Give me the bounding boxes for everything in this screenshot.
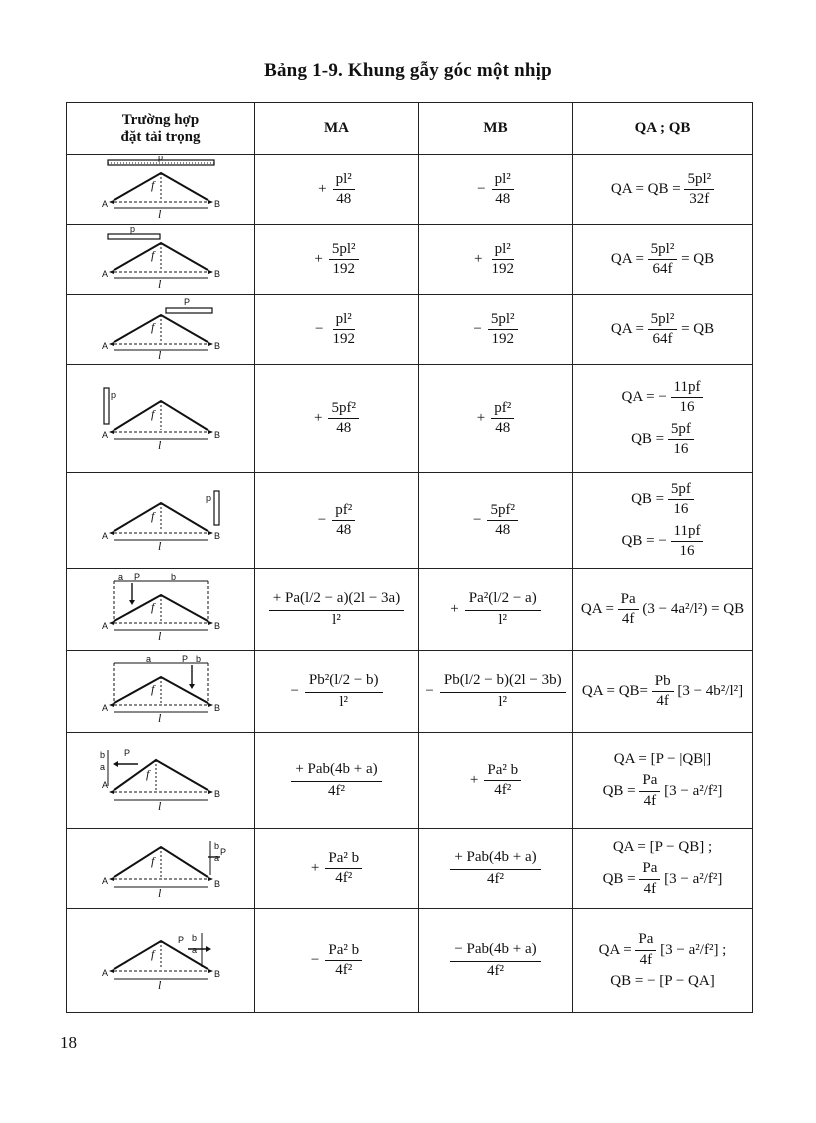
ma-sign: + <box>314 251 323 267</box>
ma-denominator: 4f² <box>335 870 353 886</box>
mb-fraction <box>484 762 521 800</box>
diagram-label-p: p <box>129 225 135 234</box>
ma-cell <box>255 225 419 295</box>
q-denominator: 16 <box>679 542 695 559</box>
ma-numerator: + Pab(4b + a) <box>291 761 381 781</box>
diagram-label-p: P <box>181 654 188 664</box>
mb-fraction <box>487 502 518 540</box>
mb-cell <box>419 295 573 365</box>
diagram-label-a-dim: a <box>145 654 151 664</box>
q-cell <box>573 909 753 1013</box>
diagram-label-p: P <box>133 572 140 582</box>
q-line <box>573 421 752 459</box>
q-denominator: 4f <box>643 792 657 809</box>
ma-numerator: pl² <box>333 311 355 330</box>
diagram-cell <box>67 569 255 651</box>
q-denominator: 16 <box>673 440 689 457</box>
ma-sign: − <box>315 321 324 337</box>
diagram-label-p: P <box>177 934 184 945</box>
ma-denominator: 4f² <box>335 962 353 978</box>
ma-fraction <box>325 942 362 980</box>
diagram-label-l: l <box>157 347 161 360</box>
ma-fraction <box>332 502 355 540</box>
ma-numerator: pl² <box>333 171 355 190</box>
q-fraction <box>671 379 704 417</box>
ma-numerator: Pa² b <box>325 850 362 869</box>
mb-cell <box>419 909 573 1013</box>
q-numerator: Pa <box>618 591 639 610</box>
ma-fraction <box>291 761 381 800</box>
q-left: QA = <box>598 941 632 958</box>
ma-cell <box>255 829 419 909</box>
ma-denominator: 4f² <box>327 782 345 799</box>
diagram-label-b-dim: b <box>195 654 201 664</box>
mb-denominator: l² <box>498 693 508 710</box>
q-denominator: 16 <box>673 501 689 518</box>
diagram-cell <box>67 909 255 1013</box>
q-left: QA = <box>610 321 644 337</box>
mb-fraction <box>465 590 541 629</box>
q-numerator: Pa <box>639 860 660 879</box>
q-fraction <box>652 673 674 711</box>
q-cell <box>573 155 753 225</box>
diagram-label-f: f <box>150 853 154 868</box>
q-right: = QB <box>681 321 715 337</box>
mb-numerator: Pa² b <box>484 762 521 781</box>
table-row <box>67 733 753 829</box>
mb-sign: + <box>469 772 479 788</box>
diagram-label-b: B <box>213 968 220 979</box>
table-row <box>67 473 753 569</box>
mb-cell <box>419 155 573 225</box>
q-line <box>573 481 752 519</box>
diagram-label-p: p <box>110 389 116 400</box>
ma-numerator: + Pa(l/2 − a)(2l − 3a) <box>269 590 404 610</box>
diagram-cell <box>67 155 255 225</box>
table-row <box>67 225 753 295</box>
mb-numerator: 5pl² <box>488 311 518 330</box>
diagram-label-f: f <box>145 766 149 781</box>
q-fraction <box>671 523 704 561</box>
mb-numerator: Pa²(l/2 − a) <box>465 590 541 610</box>
ma-fraction <box>329 311 358 349</box>
q-fraction <box>635 931 656 969</box>
q-cell <box>573 295 753 365</box>
q-denominator: 4f <box>643 880 657 897</box>
q-left: QB = − <box>621 532 667 549</box>
mb-sign: − <box>473 321 482 337</box>
mb-fraction <box>492 171 514 209</box>
ma-fraction <box>325 850 362 888</box>
diagram-label-b: B <box>213 340 220 351</box>
diagram-cell <box>67 733 255 829</box>
frame-diagram <box>96 296 226 360</box>
q-denominator: 4f <box>656 693 669 709</box>
mb-denominator: 4f² <box>494 782 512 798</box>
q-fraction <box>648 311 678 349</box>
diagram-label-b-dim: b <box>170 572 176 582</box>
q-right: = QB <box>681 251 715 267</box>
q-numerator: 5pf <box>668 421 694 440</box>
diagram-label-a: A <box>101 340 108 351</box>
diagram-label-l: l <box>157 710 161 725</box>
ma-cell <box>255 155 419 225</box>
q-fraction <box>648 241 678 279</box>
diagram-label-l: l <box>157 628 161 643</box>
diagram-label-f: f <box>150 681 154 696</box>
q-numerator: 5pl² <box>684 171 714 190</box>
mb-numerator: 5pf² <box>487 502 518 521</box>
q-left: QA = <box>610 251 644 267</box>
q-denominator: 32f <box>689 191 710 207</box>
q-cell <box>573 569 753 651</box>
diagram-label-b: B <box>213 620 220 631</box>
diagram-label-p: p <box>205 492 211 503</box>
diagram-label-l: l <box>157 977 161 991</box>
frame-diagram <box>96 744 226 814</box>
q-right: [3 − 4b²/l²] <box>677 683 744 699</box>
q-left: QB = <box>602 782 636 799</box>
mb-fraction <box>488 311 518 349</box>
ma-fraction <box>305 672 383 711</box>
diagram-label-a: A <box>101 620 108 631</box>
ma-denominator: 48 <box>336 420 352 436</box>
diagram-label-f: f <box>150 946 154 961</box>
header-case-line2: đặt tải trọng <box>120 128 201 145</box>
diagram-label-a-dim: a <box>99 761 105 772</box>
ma-sign: + <box>314 410 323 426</box>
mb-cell <box>419 365 573 473</box>
diagram-label-b: B <box>213 268 220 279</box>
diagram-cell <box>67 829 255 909</box>
mb-sign: + <box>476 410 486 426</box>
ma-sign: − <box>290 683 299 699</box>
q-left: QA = <box>580 601 614 617</box>
frame-diagram <box>96 156 226 220</box>
frame-diagram <box>96 487 226 551</box>
diagram-label-f: f <box>150 319 154 334</box>
q-denominator: 4f <box>639 951 653 968</box>
diagram-label-b: B <box>213 198 220 209</box>
diagram-label-a-dim: a <box>191 944 197 955</box>
diagram-label-b-dim: b <box>191 932 197 943</box>
ma-numerator: Pa² b <box>325 942 362 961</box>
q-left: QA = − <box>621 389 667 406</box>
frame-table <box>66 102 753 1013</box>
ma-sign: + <box>318 181 327 197</box>
q-numerator: 5pf <box>668 481 694 500</box>
q-denominator: 64f <box>652 261 673 277</box>
mb-denominator: 48 <box>495 420 511 436</box>
ma-denominator: l² <box>339 693 349 710</box>
diagram-label-b-dim: b <box>213 840 219 851</box>
q-cell <box>573 225 753 295</box>
mb-cell <box>419 473 573 569</box>
diagram-label-l: l <box>157 885 161 899</box>
mb-denominator: 192 <box>491 331 514 347</box>
ma-cell <box>255 651 419 733</box>
q-left: QB = <box>602 870 636 887</box>
mb-denominator: l² <box>498 611 508 628</box>
diagram-label-p: p <box>157 155 163 162</box>
ma-numerator: 5pl² <box>329 241 359 260</box>
ma-numerator: Pb²(l/2 − b) <box>305 672 383 692</box>
q-fraction <box>668 421 694 459</box>
diagram-cell <box>67 225 255 295</box>
ma-cell <box>255 295 419 365</box>
q-numerator: Pa <box>635 931 656 950</box>
table-row <box>67 155 753 225</box>
mb-numerator: Pb(l/2 − b)(2l − 3b) <box>440 672 566 692</box>
diagram-label-a: A <box>101 875 108 886</box>
mb-fraction <box>491 400 514 438</box>
table-row <box>67 569 753 651</box>
mb-numerator: pf² <box>491 400 514 419</box>
diagram-label-a-dim: a <box>117 572 123 582</box>
diagram-label-b: B <box>213 429 220 440</box>
q-fraction <box>684 171 714 209</box>
q-cell <box>573 829 753 909</box>
ma-cell <box>255 909 419 1013</box>
diagram-label-p: P <box>123 747 130 758</box>
q-left: QB = <box>631 430 665 447</box>
q-left: QA = QB = <box>610 181 681 197</box>
diagram-label-b: B <box>213 878 220 889</box>
page-title: Bảng 1-9. Khung gẫy góc một nhịp <box>264 60 552 81</box>
table-row <box>67 651 753 733</box>
frame-diagram <box>96 835 226 899</box>
q-cell <box>573 365 753 473</box>
ma-fraction <box>329 241 359 279</box>
ma-denominator: 192 <box>332 331 355 347</box>
table-row <box>67 909 753 1013</box>
diagram-label-p: P <box>219 846 226 857</box>
q-numerator: Pa <box>639 772 660 791</box>
diagram-label-b-dim: b <box>99 749 105 760</box>
q-denominator: 4f <box>621 611 635 627</box>
mb-fraction <box>440 672 566 711</box>
ma-cell <box>255 733 419 829</box>
table-row <box>67 365 753 473</box>
diagram-label-l: l <box>157 276 161 290</box>
ma-fraction <box>328 400 359 438</box>
q-cell <box>573 651 753 733</box>
mb-numerator: + Pab(4b + a) <box>450 849 540 869</box>
diagram-label-f: f <box>150 508 154 523</box>
q-left: QA = QB= <box>581 683 648 699</box>
mb-fraction <box>450 849 540 888</box>
diagram-label-f: f <box>150 247 154 262</box>
frame-diagram <box>96 655 226 725</box>
mb-sign: − <box>473 512 482 528</box>
diagram-label-a: A <box>101 268 108 279</box>
q-right: [3 − a²/f²] <box>664 870 723 887</box>
mb-fraction <box>488 241 517 279</box>
mb-denominator: 48 <box>495 522 511 538</box>
header-ma: MA <box>255 103 419 155</box>
frame-diagram <box>96 226 226 290</box>
q-line <box>573 379 752 417</box>
q-bottom: QB = − [P − QA] <box>610 972 715 989</box>
ma-sign: − <box>310 952 320 968</box>
q-top: QA = [P − |QB|] <box>613 751 712 768</box>
q-line <box>573 523 752 561</box>
diagram-label-b: B <box>213 788 220 799</box>
ma-denominator: l² <box>332 611 341 628</box>
ma-fraction <box>333 171 355 209</box>
mb-cell <box>419 651 573 733</box>
q-line <box>573 860 752 898</box>
q-line <box>573 772 752 810</box>
q-right: [3 − a²/f²] ; <box>660 941 727 958</box>
mb-denominator: 4f² <box>486 870 504 887</box>
diagram-cell <box>67 473 255 569</box>
q-denominator: 16 <box>679 399 695 416</box>
mb-sign: − <box>425 683 434 699</box>
mb-denominator: 192 <box>491 261 514 277</box>
mb-numerator: pl² <box>492 171 514 190</box>
q-numerator: 11pf <box>671 379 704 398</box>
mb-cell <box>419 733 573 829</box>
q-fraction <box>668 481 694 519</box>
diagram-label-a: A <box>101 702 108 713</box>
diagram-label-a: A <box>101 198 108 209</box>
header-case-line1: Trường hợp <box>121 112 200 128</box>
q-right: [3 − a²/f²] <box>664 782 723 799</box>
table-row <box>67 295 753 365</box>
q-cell <box>573 473 753 569</box>
diagram-label-f: f <box>150 406 154 421</box>
q-right: (3 − 4a²/l²) = QB <box>642 601 745 617</box>
q-numerator: Pb <box>652 673 674 692</box>
diagram-label-l: l <box>157 538 161 551</box>
diagram-label-a: A <box>101 530 108 541</box>
ma-numerator: pf² <box>332 502 355 521</box>
frame-diagram <box>96 382 226 452</box>
header-q: QA ; QB <box>573 103 753 155</box>
ma-denominator: 192 <box>332 261 355 277</box>
ma-cell <box>255 365 419 473</box>
diagram-label-p: P <box>183 296 190 307</box>
table-row <box>67 829 753 909</box>
mb-cell <box>419 829 573 909</box>
ma-denominator: 48 <box>336 522 352 538</box>
q-left: QB = <box>631 491 665 508</box>
mb-sign: + <box>474 251 483 267</box>
diagram-label-a: A <box>101 429 108 440</box>
header-case <box>67 103 255 155</box>
ma-numerator: 5pf² <box>328 400 359 419</box>
mb-sign: − <box>477 181 486 197</box>
header-mb: MB <box>419 103 573 155</box>
ma-cell <box>255 473 419 569</box>
diagram-label-f: f <box>150 177 154 192</box>
q-fraction <box>618 591 639 629</box>
diagram-label-l: l <box>157 206 161 220</box>
ma-sign: − <box>317 512 327 528</box>
mb-numerator: − Pab(4b + a) <box>450 941 540 961</box>
mb-numerator: pl² <box>492 241 514 260</box>
diagram-label-l: l <box>157 798 161 813</box>
q-fraction <box>639 860 660 898</box>
q-line <box>573 931 752 969</box>
diagram-cell <box>67 295 255 365</box>
mb-cell <box>419 225 573 295</box>
diagram-label-f: f <box>150 599 154 614</box>
diagram-label-a-dim: a <box>213 852 219 863</box>
ma-sign: + <box>310 860 320 876</box>
q-numerator: 5pl² <box>648 311 678 330</box>
q-numerator: 5pl² <box>648 241 678 260</box>
frame-diagram <box>96 573 226 643</box>
diagram-label-b: B <box>213 702 220 713</box>
mb-sign: + <box>450 601 459 617</box>
mb-denominator: 48 <box>495 191 511 207</box>
q-cell <box>573 733 753 829</box>
q-fraction <box>639 772 660 810</box>
diagram-label-a: A <box>101 779 108 790</box>
q-numerator: 11pf <box>671 523 704 542</box>
diagram-cell <box>67 651 255 733</box>
page-number: 18 <box>60 1033 77 1052</box>
ma-cell <box>255 569 419 651</box>
frame-diagram <box>96 927 226 991</box>
q-denominator: 64f <box>652 331 673 347</box>
ma-fraction <box>269 590 404 629</box>
ma-denominator: 48 <box>336 191 352 207</box>
diagram-label-l: l <box>157 437 161 452</box>
q-top: QA = [P − QB] ; <box>612 839 713 856</box>
mb-fraction <box>450 941 540 980</box>
diagram-cell <box>67 365 255 473</box>
mb-cell <box>419 569 573 651</box>
mb-denominator: 4f² <box>486 962 504 979</box>
diagram-label-a: A <box>101 967 108 978</box>
diagram-label-b: B <box>213 530 220 541</box>
header-row <box>67 103 753 155</box>
